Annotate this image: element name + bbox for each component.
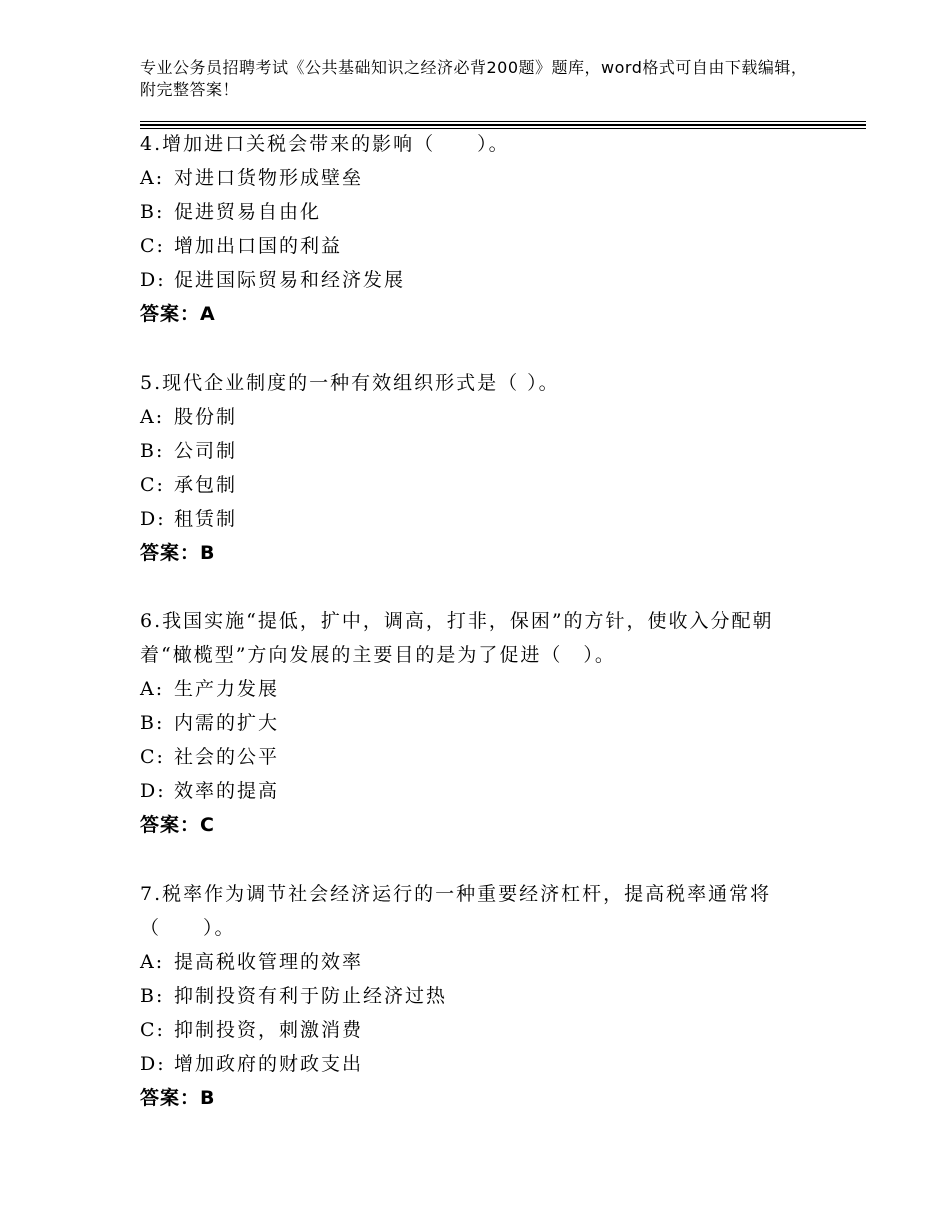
option-letter: A: [140, 167, 165, 189]
option-text: 对进口货物形成壁垒 [174, 167, 364, 189]
option-text: 促进贸易自由化 [174, 201, 322, 223]
option-c [140, 740, 820, 774]
question-stem: 6.我国实施“提低，扩中，调高，打非，保困”的方针，使收入分配朝着“橄榄型”方向发展的主要目的是为了促进（ ）。 [140, 610, 774, 666]
question-6 [140, 604, 820, 842]
option-a [140, 161, 820, 195]
document-header: 专业公务员招聘考试《公共基础知识之经济必背200题》题库，word格式可自由下载编辑，附完整答案！ [140, 58, 808, 99]
question-stem: 5.现代企业制度的一种有效组织形式是（ ）。 [140, 372, 560, 394]
option-letter: C: [140, 235, 165, 257]
option-text: 提高税收管理的效率 [174, 951, 364, 973]
option-letter: D: [140, 508, 166, 530]
option-d [140, 1047, 820, 1081]
option-letter: A: [140, 678, 165, 700]
option-text: 效率的提高 [174, 780, 280, 802]
option-d [140, 774, 820, 808]
header-rule-middle [140, 124, 866, 126]
option-letter: B: [140, 712, 165, 734]
option-b [140, 979, 820, 1013]
question-5 [140, 366, 820, 570]
header-rule-top [140, 121, 866, 122]
option-d [140, 502, 820, 536]
option-letter: B: [140, 985, 165, 1007]
option-b [140, 434, 820, 468]
question-stem: 7.税率作为调节社会经济运行的一种重要经济杠杆，提高税率通常将（ ）。 [140, 883, 772, 939]
option-letter: D: [140, 780, 166, 802]
option-letter: C: [140, 474, 165, 496]
option-c [140, 229, 820, 263]
option-text: 租赁制 [174, 508, 238, 530]
option-b [140, 195, 820, 229]
option-text: 增加政府的财政支出 [174, 1053, 364, 1075]
question-stem: 4.增加进口关税会带来的影响（ ）。 [140, 133, 510, 155]
answer-line: 答案：A [140, 303, 216, 325]
option-b [140, 706, 820, 740]
option-a [140, 400, 820, 434]
option-letter: D: [140, 1053, 166, 1075]
option-text: 公司制 [174, 440, 238, 462]
answer-line: 答案：B [140, 1087, 216, 1109]
option-text: 内需的扩大 [174, 712, 280, 734]
option-letter: A: [140, 406, 165, 428]
question-4 [140, 127, 820, 331]
question-7 [140, 877, 820, 1115]
answer-line: 答案：B [140, 542, 216, 564]
option-a [140, 672, 820, 706]
option-letter: C: [140, 1019, 165, 1041]
option-d [140, 263, 820, 297]
option-letter: B: [140, 201, 165, 223]
option-text: 生产力发展 [174, 678, 280, 700]
answer-line: 答案：C [140, 814, 215, 836]
option-text: 股份制 [174, 406, 238, 428]
option-letter: B: [140, 440, 165, 462]
option-letter: C: [140, 746, 165, 768]
option-text: 承包制 [174, 474, 238, 496]
option-a [140, 945, 820, 979]
option-text: 促进国际贸易和经济发展 [174, 269, 406, 291]
option-c [140, 1013, 820, 1047]
option-text: 抑制投资有利于防止经济过热 [174, 985, 448, 1007]
option-text: 抑制投资，刺激消费 [174, 1019, 364, 1041]
option-letter: D: [140, 269, 166, 291]
option-text: 社会的公平 [174, 746, 280, 768]
option-c [140, 468, 820, 502]
option-letter: A: [140, 951, 165, 973]
option-text: 增加出口国的利益 [174, 235, 343, 257]
